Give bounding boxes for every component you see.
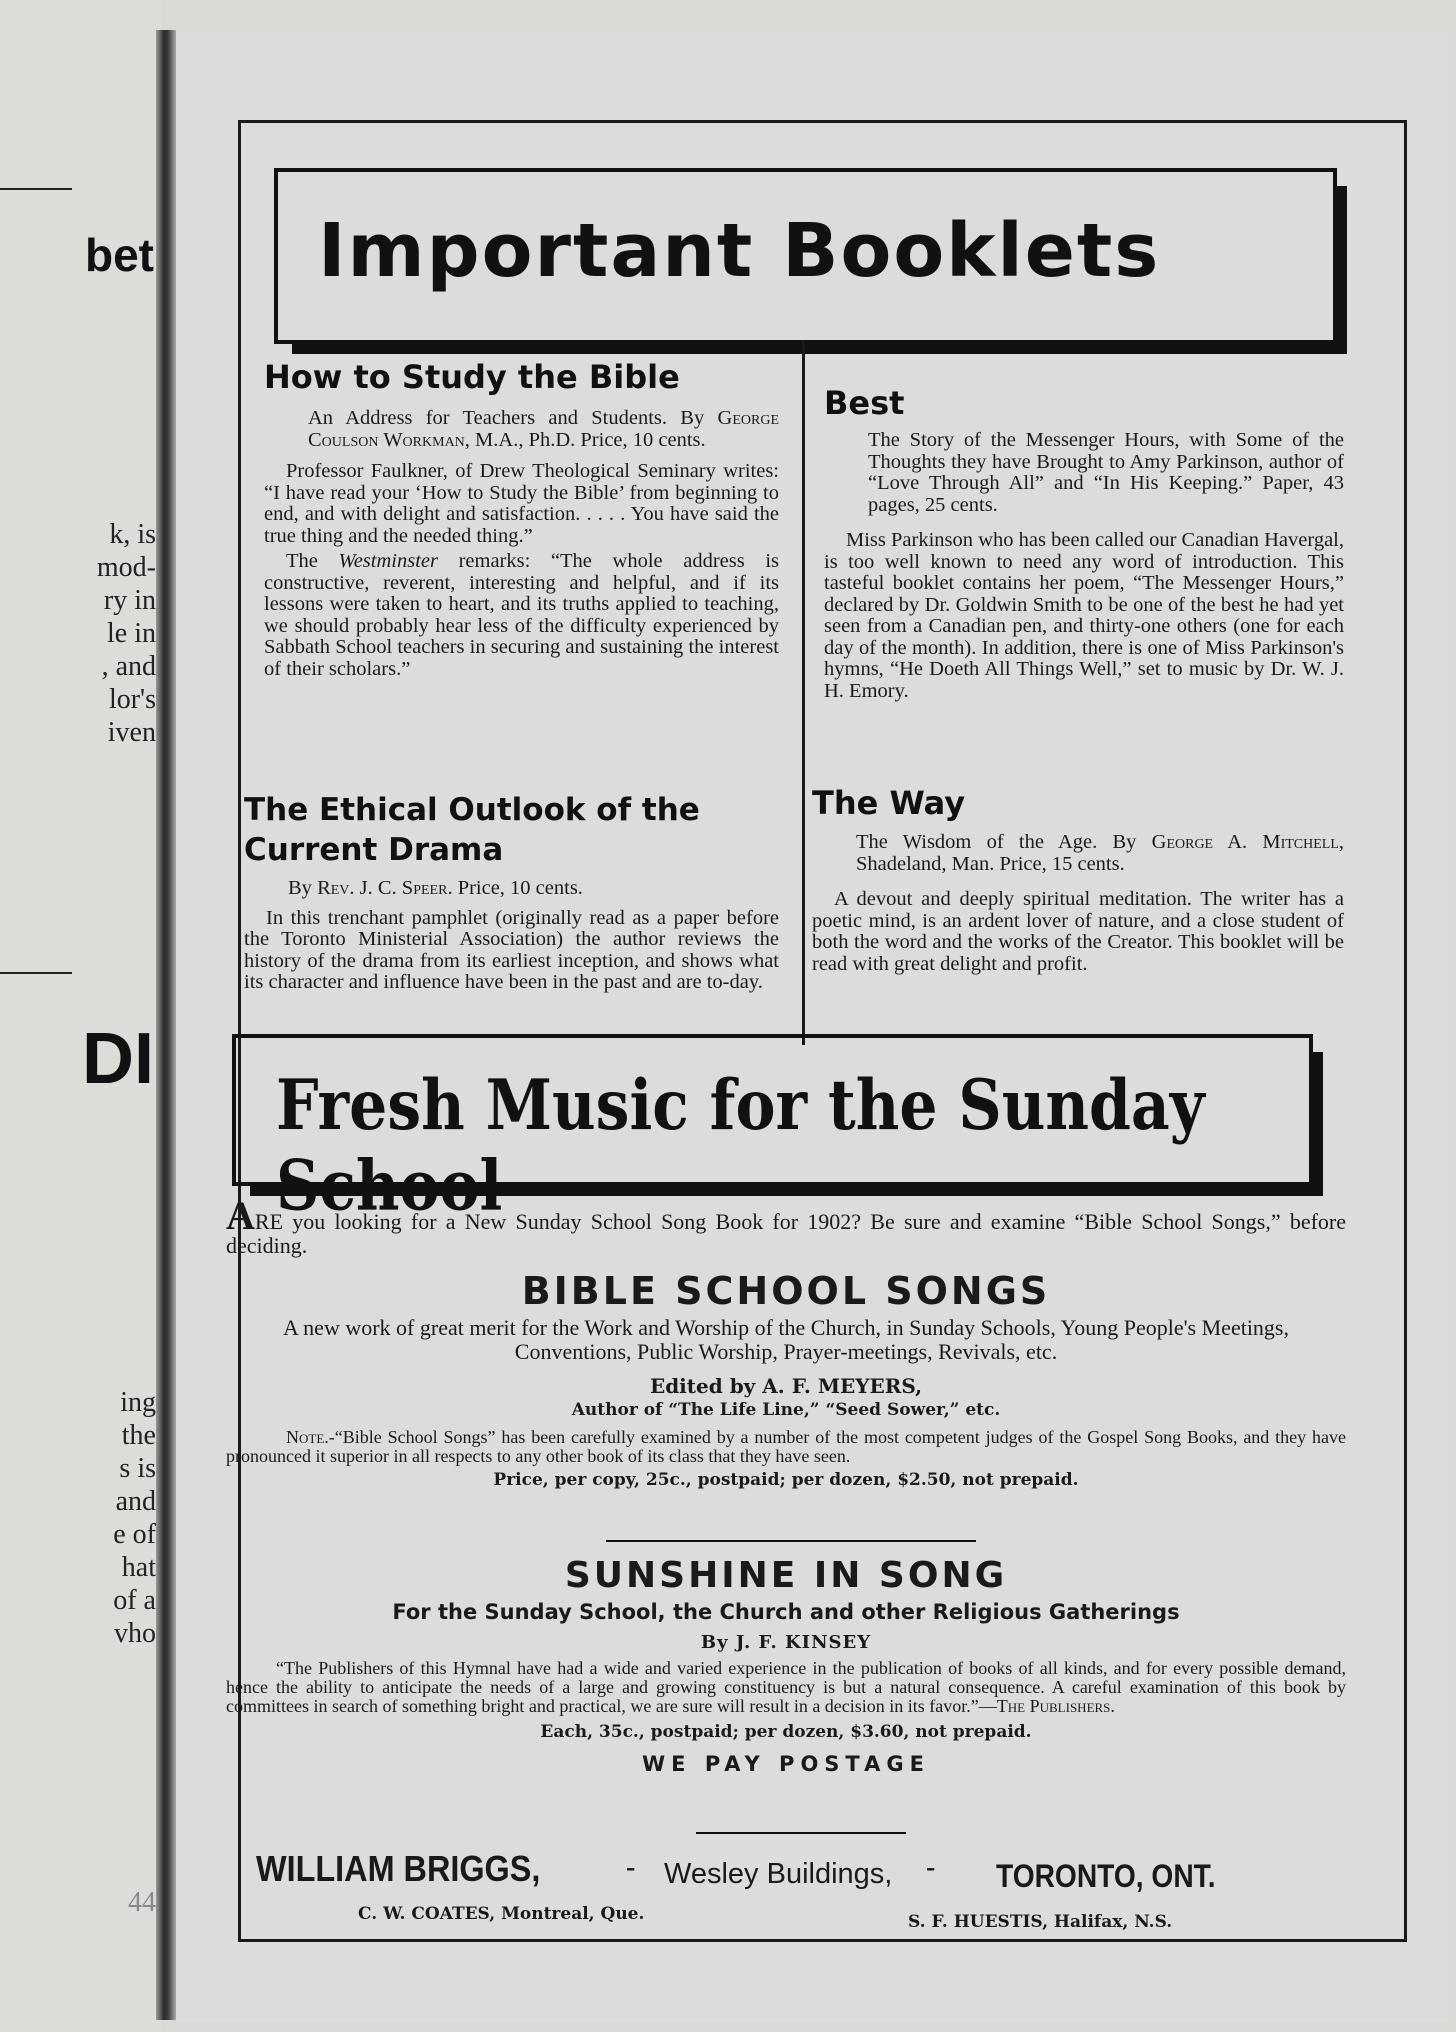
bss-note-label: Note.- xyxy=(286,1427,335,1447)
drop-cap: A xyxy=(226,1193,255,1238)
music-title: Fresh Music for the Sunday School xyxy=(276,1065,1205,1227)
booklets-title: Important Booklets xyxy=(318,208,1161,294)
booklet-heading: How to Study the Bible xyxy=(264,358,680,396)
sis-subtitle: For the Sunday School, the Church and other Religious Gatherings xyxy=(392,1600,1180,1624)
booklet-intro-text: The Wisdom of the Age. By xyxy=(856,831,1152,853)
bss-editor: Edited by A. F. MEYERS, xyxy=(649,1374,923,1398)
footer-dash: - xyxy=(626,1852,636,1883)
publisher-city: TORONTO, ONT. xyxy=(996,1858,1216,1894)
facing-page-fragment-text: s is xyxy=(119,1453,156,1484)
booklet-description: In this trenchant pamphlet (originally read as a paper before the Toronto Ministerial Association) the author reviews the history of the drama from its earliest inception, and shows what its character and influence have been in the past and are to-day. xyxy=(244,906,779,993)
booklet-description: Miss Parkinson who has been called our Canadian Havergal, is too well known to need any word of introduction. This tasteful booklet contains her poem, “The Messenger Hours,” declared by Dr. Goldwin Smith to be one of the best he had yet seen from a Canadian pen, and thirty-one others (one for each day of the month). In addition, there is one of Miss Parkinson's hymns, “He Doeth All Things Well,” set to music by Dr. W. J. H. Emory. xyxy=(824,529,1344,702)
facing-page-fragment-text: hat xyxy=(121,1552,156,1583)
facing-page-fragment-text: DI xyxy=(82,1019,154,1099)
booklet-the-way xyxy=(812,784,1344,975)
facing-page-fragment-text: vho xyxy=(114,1618,156,1649)
sis-quote xyxy=(226,1659,1346,1716)
sis-by: By J. F. KINSEY xyxy=(700,1632,872,1653)
booklets-title-box xyxy=(274,168,1337,344)
facing-page-fragment-text: mod- xyxy=(96,552,156,583)
booklet-review xyxy=(264,551,779,680)
booklet-intro-text: , M.A., Ph.D. Price, 10 cents. xyxy=(464,428,706,451)
booklet-review-text: The xyxy=(286,550,339,572)
booklet-intro-text: , Shadeland, Man. Price, 15 cents. xyxy=(856,831,1345,875)
publisher-address: Wesley Buildings, xyxy=(664,1858,893,1890)
facing-page-fragment-text: ing xyxy=(120,1387,156,1418)
booklet-intro xyxy=(244,878,779,900)
booklet-intro xyxy=(812,832,1344,875)
booklet-heading: Best xyxy=(824,384,905,422)
bss-author-of: Author of “The Life Line,” “Seed Sower,” etc. xyxy=(571,1400,1001,1420)
bss-price: Price, per copy, 25c., postpaid; per dozen, $2.50, not prepaid. xyxy=(493,1470,1079,1490)
page-gutter xyxy=(156,30,176,2020)
agent-montreal: C. W. COATES, Montreal, Que. xyxy=(358,1904,645,1924)
advertisement-page xyxy=(176,32,1448,2022)
booklet-intro: The Story of the Messenger Hours, with Some of the Thoughts they have Brought to Amy Parkinson, author of “Love Through All” and “In His Keeping.” Paper, 43 pages, 25 cents. xyxy=(868,429,1344,516)
bible-school-songs-ad xyxy=(226,1268,1346,1490)
facing-page-fragment-text: 44 xyxy=(128,1887,156,1918)
facing-page-rule xyxy=(0,972,72,974)
facing-page-fragment-text: bet xyxy=(85,229,154,281)
booklet-how-to-study xyxy=(264,358,779,680)
booklet-author: Rev. J. C. Speer xyxy=(317,877,448,899)
music-intro xyxy=(226,1193,1346,1258)
booklet-author: George Coulson Workman xyxy=(308,407,779,451)
booklet-best xyxy=(824,384,1344,702)
music-intro-body: RE you looking for a New Sunday School Song Book for 1902? Be sure and examine “Bible School Songs,” before deciding. xyxy=(226,1209,1346,1258)
sunshine-in-song-ad xyxy=(226,1554,1346,1776)
music-intro-text xyxy=(226,1193,1346,1258)
facing-page-fragment-text: le in xyxy=(107,618,156,649)
booklet-review-source: Westminster xyxy=(338,550,438,572)
footer-dash: - xyxy=(926,1852,936,1883)
facing-page-fragment-text: , and xyxy=(101,651,156,682)
booklet-intro-text: By xyxy=(288,877,318,899)
facing-page-fragment-text: and xyxy=(115,1486,156,1517)
booklet-review-text: remarks: “The whole address is constructive, reverent, interesting and helpful, and if its lessons were taken to heart, and its truths applied to teaching, we should probably hear less of the difficulty experienced by Sabbath School teachers in securing and sustaining the interest of their scholars.” xyxy=(264,550,779,680)
facing-page-fragment-text: iven xyxy=(107,717,156,748)
facing-page-fragment-text: e of xyxy=(113,1519,156,1550)
booklet-review: Professor Faulkner, of Drew Theological Seminary writes: “I have read your ‘How to Study the Bible’ from beginning to end, and with delight and satisfaction. . . . . You have said the true thing and the needed thing.” xyxy=(264,460,779,547)
sis-title: SUNSHINE IN SONG xyxy=(564,1555,1008,1596)
facing-page-fragment xyxy=(0,0,162,2032)
facing-page-fragment-text: lor's xyxy=(108,684,156,715)
bss-title: BIBLE SCHOOL SONGS xyxy=(521,1269,1051,1313)
agent-halifax: S. F. HUESTIS, Halifax, N.S. xyxy=(908,1912,1173,1932)
facing-page-fragment-text: k, is xyxy=(109,519,156,550)
postage-notice: WE PAY POSTAGE xyxy=(642,1752,930,1776)
bss-note xyxy=(226,1428,1346,1466)
facing-page-fragment-text: of a xyxy=(113,1585,156,1616)
section-rule xyxy=(606,1540,976,1542)
sis-quote-text: “The Publishers of this Hymnal have had a wide and varied experience in the publication of books of all kinds, and for every possible demand, hence the ability to anticipate the needs of a large and growing constituency is but a natural consequence. A careful examination of this book by committees in search of something bright and practical, we are sure will result in a decision in its favor.”— xyxy=(226,1658,1346,1716)
booklet-ethical-outlook xyxy=(244,790,779,994)
publisher-name: WILLIAM BRIGGS, xyxy=(256,1848,541,1889)
booklet-description: A devout and deeply spiritual meditation. The writer has a poetic mind, is an ardent lover of nature, and a close student of both the word and the works of the Creator. This booklet will be read with great delight and profit. xyxy=(812,888,1344,975)
facing-page-fragment-text: the xyxy=(121,1420,156,1451)
booklet-heading: The Way xyxy=(812,784,966,822)
booklet-intro xyxy=(264,408,779,451)
bss-description: A new work of great merit for the Work and Worship of the Church, in Sunday Schools, Young People's Meetings, Conventions, Public Worship, Prayer-meetings, Revivals, etc. xyxy=(283,1315,1289,1364)
facing-page-rule xyxy=(0,188,72,190)
booklet-heading: The Ethical Outlook of the Current Drama xyxy=(244,792,700,868)
booklet-intro-text: . Price, 10 cents. xyxy=(447,877,583,899)
bss-note-text: “Bible School Songs” has been carefully examined by a number of the most competent judges of the Gospel Song Books, and they have pronounced it superior in all respects to any other book of its class that they have seen. xyxy=(226,1427,1346,1466)
facing-page-fragment-text: ry in xyxy=(103,585,156,616)
booklet-author: George A. Mitchell xyxy=(1151,831,1339,853)
column-divider xyxy=(802,340,805,1045)
booklet-intro-text: An Address for Teachers and Students. By xyxy=(308,407,718,429)
footer xyxy=(256,1848,1356,1932)
music-title-box xyxy=(232,1034,1313,1227)
sis-price: Each, 35c., postpaid; per dozen, $3.60, not prepaid. xyxy=(540,1722,1032,1742)
sis-quote-signature: The Publishers. xyxy=(996,1696,1115,1716)
section-rule xyxy=(696,1832,906,1834)
